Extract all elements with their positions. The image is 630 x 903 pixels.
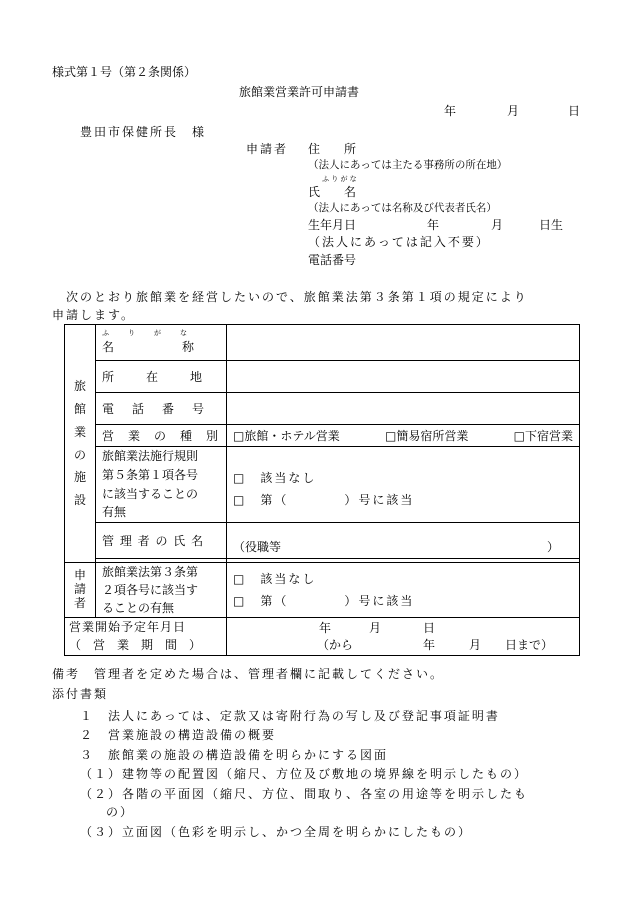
name-furigana: ふ り が な — [322, 175, 357, 183]
manager-value-cell[interactable] — [227, 523, 580, 559]
intro-line-2: 申請します。 — [52, 308, 136, 322]
attachment-item-3: ３ 旅館業の施設の構造設備を明らかにする図面 — [80, 748, 389, 762]
subitem-3: （３）立面図（色彩を明示し、かつ全周を明らかにしたもの） — [80, 825, 473, 839]
dob-month: 月 — [491, 218, 504, 232]
attachments-title: 添付書類 — [52, 687, 109, 701]
address-label: 住 所 — [308, 142, 357, 156]
manager-title-close: ） — [546, 540, 559, 554]
start-label-line-2: （ 営 業 期 間 ） — [69, 637, 202, 652]
law-options-cell — [227, 563, 580, 618]
manager-title-field: （役職等 — [233, 540, 282, 554]
law-label-line-3: ることの有無 — [102, 601, 175, 615]
type-options-cell — [227, 425, 580, 447]
start-day: 日 — [423, 621, 436, 635]
form-title: 旅館業営業許可申請書 — [239, 85, 360, 99]
period-from: （から — [317, 638, 354, 652]
attachment-item-2: ２ 営業施設の構造設備の概要 — [80, 728, 277, 742]
applicant-group-label: 申請者 — [73, 567, 86, 611]
addressee: 豊田市保健所長 様 — [80, 125, 207, 139]
period-day: 日まで） — [505, 638, 554, 652]
form-number: 様式第１号（第２条関係） — [52, 65, 197, 79]
type-option-geshuku[interactable]: □下宿営業 — [513, 428, 573, 443]
date-year: 年 — [444, 104, 457, 118]
rule-option-item[interactable]: □ 第（ ）号に該当 — [233, 493, 415, 507]
law-label-line-1: 旅館業法第３条第 — [102, 565, 199, 579]
rule-label-line-3: に該当することの — [102, 486, 199, 501]
start-year: 年 — [319, 621, 332, 635]
rule-label-cell — [96, 447, 227, 523]
name-label: 氏 名 — [308, 185, 357, 199]
type-option-ryokan[interactable]: □旅館・ホテル営業 — [233, 428, 340, 443]
period-month: 月 — [469, 638, 482, 652]
start-label-cell — [65, 618, 227, 656]
rule-option-none[interactable]: □ 該当なし — [233, 471, 317, 485]
period-year: 年 — [423, 638, 436, 652]
facility-group-cell — [65, 325, 96, 563]
start-value-cell[interactable] — [227, 618, 580, 656]
phone-value-cell[interactable] — [227, 393, 580, 425]
applicant-group-cell — [65, 563, 96, 618]
dob-note: （法人にあっては記入不要） — [308, 235, 490, 249]
type-option-kan-i[interactable]: □簡易宿所営業 — [385, 428, 469, 443]
subitem-1: （１）建物等の配置図（縮尺、方位及び敷地の境界線を明示したもの） — [80, 767, 529, 781]
rule-label-line-1: 旅館業法施行規則 — [102, 449, 199, 464]
rule-options-cell — [227, 447, 580, 523]
dob-day: 日生 — [539, 218, 564, 232]
law-label-line-2: ２項各号に該当す — [102, 583, 199, 597]
location-value-cell[interactable] — [227, 361, 580, 393]
address-note: （法人にあっては主たる事務所の所在地） — [308, 159, 508, 171]
date-month: 月 — [507, 104, 520, 118]
dob-label: 生年月日 — [308, 218, 357, 232]
table-name-furigana: ふ り が な — [102, 329, 193, 338]
name-note: （法人にあっては名称及び代表者氏名） — [308, 202, 497, 214]
start-month: 月 — [369, 621, 382, 635]
law-option-none[interactable]: □ 該当なし — [233, 572, 317, 586]
phone-label: 電話番号 — [308, 253, 357, 267]
application-table — [64, 324, 580, 656]
rule-label-line-4: 有無 — [102, 505, 127, 520]
start-label-line-1: 営業開始予定年月日 — [69, 620, 187, 635]
location-label: 所 在 地 — [96, 361, 227, 393]
name-value-cell[interactable] — [227, 325, 580, 361]
type-label: 営 業 の 種 別 — [96, 425, 227, 447]
facility-group-label: 旅館業の施設 — [73, 379, 86, 508]
law-label-cell — [96, 563, 227, 618]
applicant-label: 申請者 — [246, 142, 289, 156]
rule-label-line-2: 第５条第１項各号 — [102, 467, 199, 482]
date-day: 日 — [568, 104, 581, 118]
name-label-cell — [96, 325, 227, 361]
manager-label: 管 理 者 の 氏 名 — [96, 523, 227, 559]
law-option-item[interactable]: □ 第（ ）号に該当 — [233, 594, 415, 608]
subitem-2: （２）各階の平面図（縮尺、方位、間取り、各室の用途等を明示したも — [80, 787, 529, 801]
table-name-label: 名 称 — [102, 339, 203, 354]
remarks: 備考 管理者を定めた場合は、管理者欄に記載してください。 — [52, 667, 445, 681]
intro-line-1: 次のとおり旅館業を経営したいので、旅館業法第３条第１項の規定により — [66, 290, 528, 304]
dob-year: 年 — [427, 218, 440, 232]
attachment-item-1: １ 法人にあっては、定款又は寄附行為の写し及び登記事項証明書 — [80, 709, 500, 723]
subitem-2-cont: の） — [106, 805, 135, 819]
phone-label-cell: 電 話 番 号 — [96, 393, 227, 425]
